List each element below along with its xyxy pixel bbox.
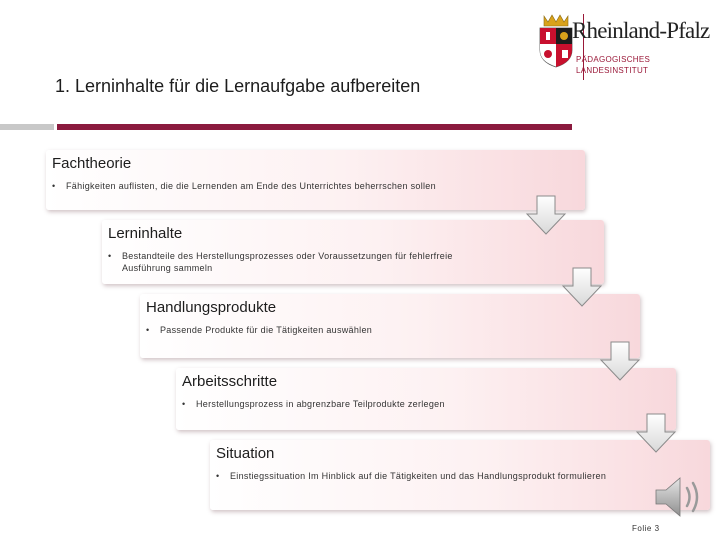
down-arrow-icon <box>525 194 567 236</box>
step-bullet-text: Fähigkeiten auflisten, die die Lernenden am Ende des Unterrichtes beherrschen sollen <box>66 181 436 191</box>
coat-of-arms-icon <box>536 14 576 68</box>
step-bullet-text: Einstiegssituation Im Hinblick auf die Tätigkeiten und das Handlungsprodukt formulieren <box>230 471 607 481</box>
step-bullet <box>146 324 620 336</box>
step-bullet-text: Passende Produkte für die Tätigkeiten auswählen <box>160 325 373 335</box>
step-bullet-text: Bestandteile des Herstellungsprozesses oder Voraussetzungen für fehlerfreie Ausführung sammeln <box>122 251 453 273</box>
title-underline-accent <box>57 124 572 130</box>
down-arrow-icon <box>635 412 677 454</box>
step-bullet <box>182 398 656 410</box>
logo-brand: Rheinland-Pfalz <box>572 18 710 43</box>
logo <box>530 8 720 80</box>
step-box-fachtheorie <box>46 150 585 210</box>
bullet-icon: • <box>52 181 56 191</box>
step-heading: Handlungsprodukte <box>146 299 277 316</box>
down-arrow-icon <box>561 266 603 308</box>
step-heading: Arbeitsschritte <box>182 373 278 390</box>
bullet-icon: • <box>216 471 220 481</box>
step-bullet <box>108 250 502 274</box>
slide-title: 1. Lerninhalte für die Lernaufgabe aufbereiten <box>55 76 421 96</box>
logo-subtitle-line2: LANDESINSTITUT <box>576 66 649 75</box>
step-heading: Lerninhalte <box>108 225 183 242</box>
bullet-icon: • <box>146 325 150 335</box>
speaker-icon[interactable] <box>652 472 706 522</box>
title-underline-grey <box>0 124 54 130</box>
bullet-icon: • <box>108 251 112 261</box>
step-heading: Fachtheorie <box>52 155 132 172</box>
step-heading: Situation <box>216 445 275 462</box>
step-bullet-text: Herstellungsprozess in abgrenzbare Teilprodukte zerlegen <box>196 399 445 409</box>
step-bullet <box>216 470 620 482</box>
logo-subtitle-line1: PÄDAGOGISCHES <box>576 55 651 64</box>
bullet-icon: • <box>182 399 186 409</box>
logo-subtitle <box>576 54 650 76</box>
down-arrow-icon <box>599 340 641 382</box>
step-bullet <box>52 180 566 192</box>
slide-number: Folie 3 <box>632 524 660 533</box>
